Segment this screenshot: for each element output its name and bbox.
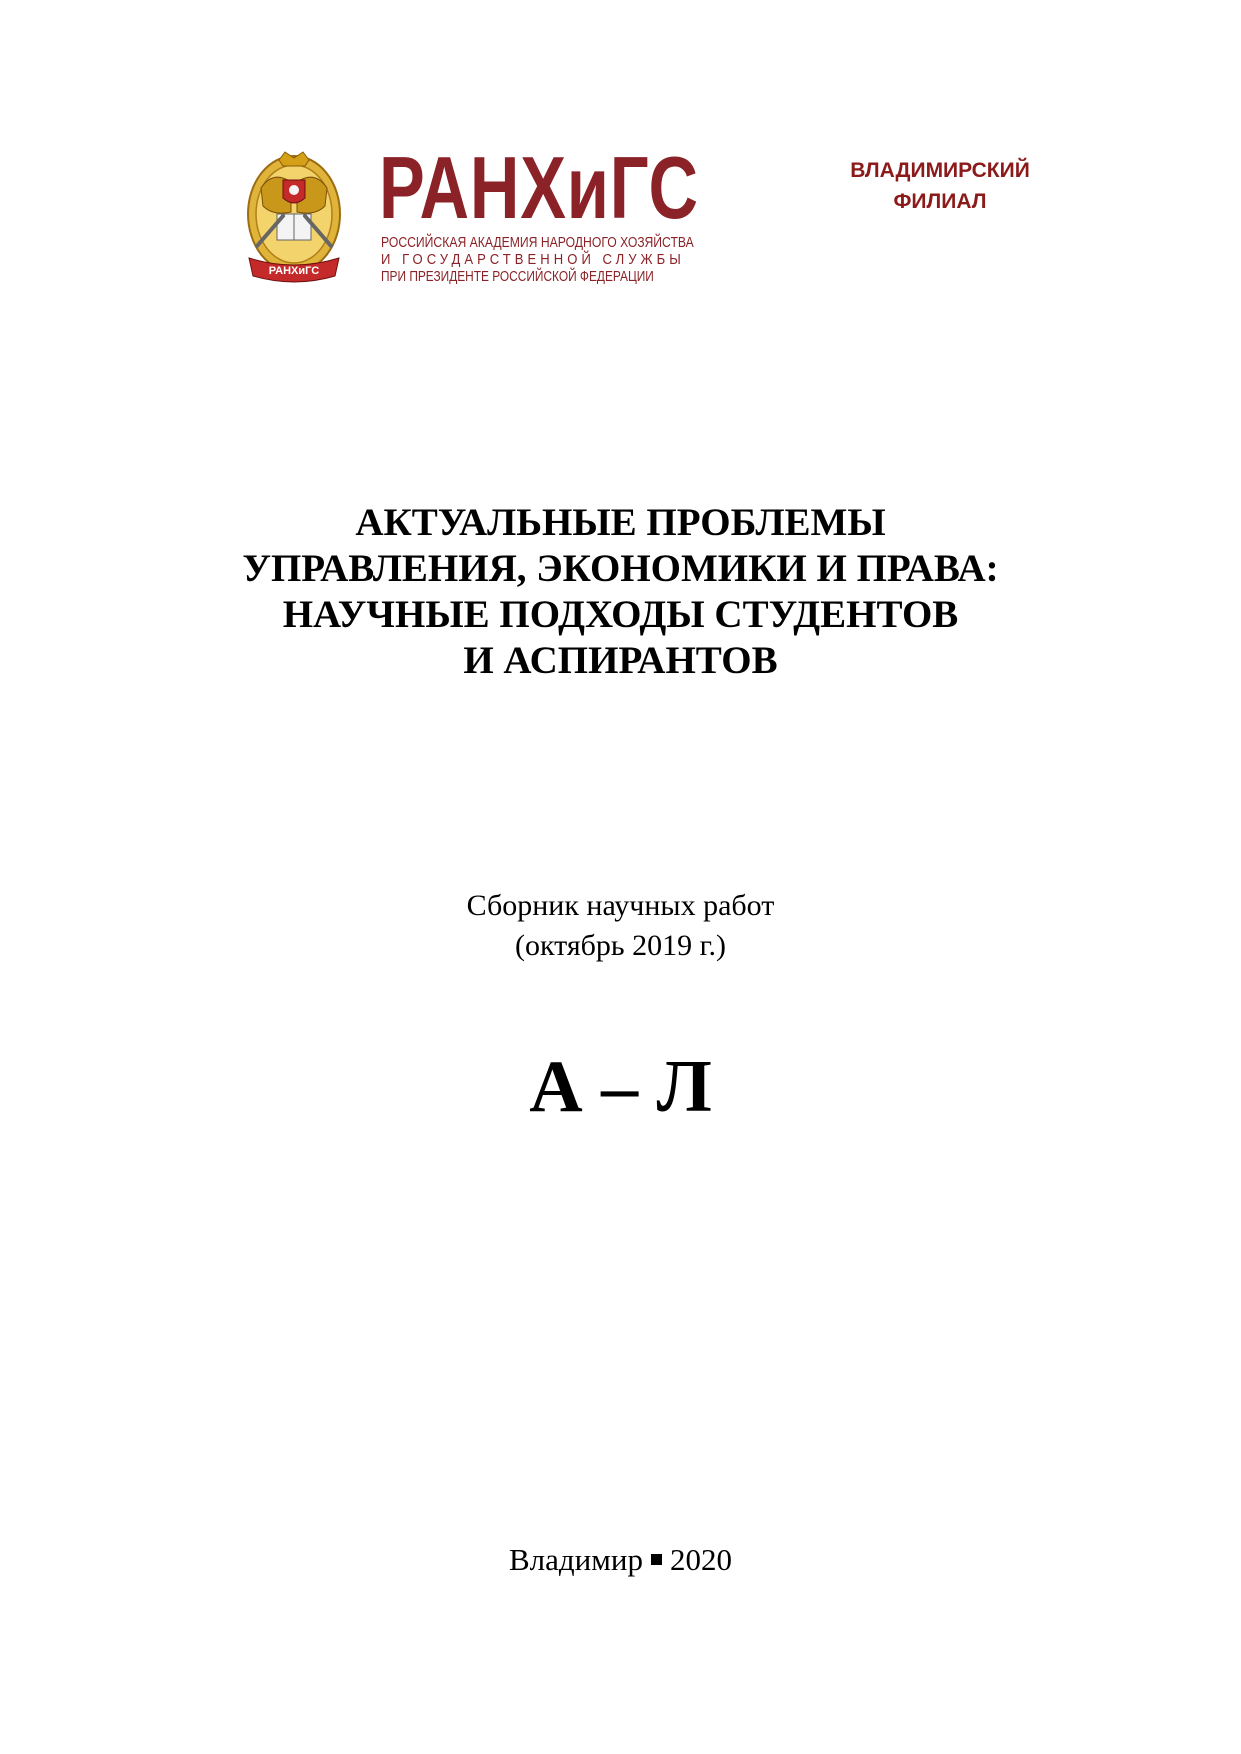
branch-label: [820, 155, 1060, 217]
volume-label: А – Л: [529, 1046, 712, 1128]
title-line-2: УПРАВЛЕНИЯ, ЭКОНОМИКИ И ПРАВА:: [242, 547, 999, 590]
ranepa-logo: [243, 138, 703, 290]
title-line-1: АКТУАЛЬНЫЕ ПРОБЛЕМЫ: [355, 501, 886, 544]
title-line-4: И АСПИРАНТОВ: [463, 639, 778, 682]
brand-name: РАНХиГС: [379, 138, 699, 237]
document-title: [0, 500, 1241, 684]
imprint: [0, 1540, 1241, 1580]
subtitle-line-2: (октябрь 2019 г.): [514, 929, 727, 962]
separator-square-icon: [651, 1554, 662, 1565]
brand-subtitle-line-2: И ГОСУДАРСТВЕННОЙ СЛУЖБЫ: [381, 252, 685, 268]
subtitle-line-1: Сборник научных работ: [466, 889, 775, 922]
emblem-ribbon-text: РАНХиГС: [268, 265, 320, 277]
brand-subtitle-line-3: ПРИ ПРЕЗИДЕНТЕ РОССИЙСКОЙ ФЕДЕРАЦИИ: [381, 269, 654, 285]
branch-label-line-2: ФИЛИАЛ: [893, 190, 987, 213]
document-subtitle: [0, 886, 1241, 966]
ranepa-emblem-icon: [243, 150, 345, 288]
branch-label-line-1: ВЛАДИМИРСКИЙ: [850, 159, 1030, 182]
title-line-3: НАУЧНЫЕ ПОДХОДЫ СТУДЕНТОВ: [282, 593, 959, 636]
imprint-year: 2020: [669, 1542, 732, 1577]
imprint-city: Владимир: [509, 1542, 643, 1577]
brand-subtitle-line-1: РОССИЙСКАЯ АКАДЕМИЯ НАРОДНОГО ХОЗЯЙСТВА: [381, 235, 694, 251]
